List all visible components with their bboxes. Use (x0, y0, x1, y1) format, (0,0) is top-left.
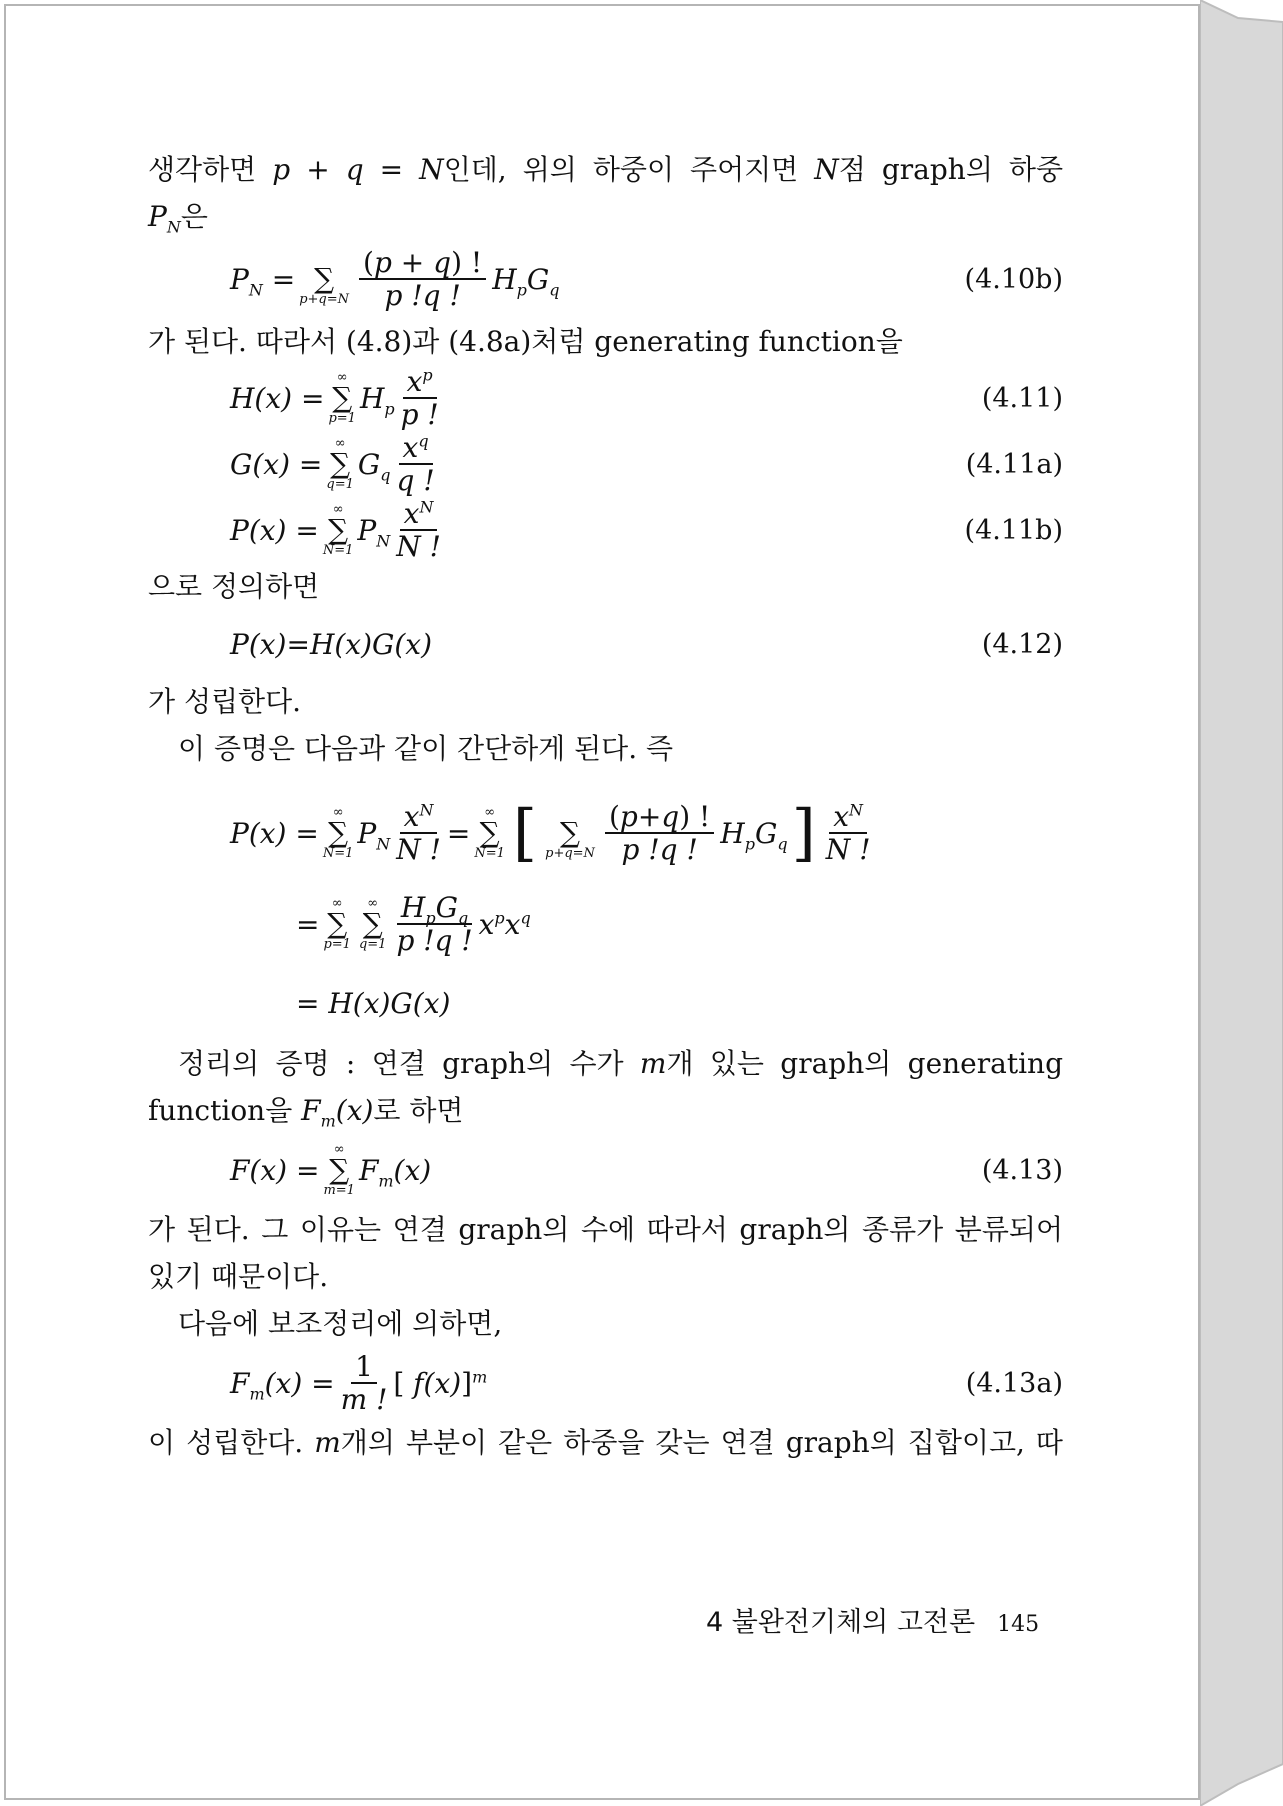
equation-4-11a: G(x) = ∞ ∑ q=1 $G_q$ $\frac{x^q}{q !}$ (4.11a) (230, 430, 1063, 497)
equation-number: (4.13) (981, 1154, 1063, 1186)
equation-number: (4.11b) (964, 514, 1063, 546)
text-line: 으로 정의하면 (148, 570, 320, 603)
book-side-edge (1200, 0, 1283, 1806)
text-line: $P_N$은 (148, 200, 208, 237)
proof-line-1: P(x) = ∞ ∑ N=1 $P_N$ $\frac{x^N}{N !}$ = ∞ ∑ N=1 [ ∑ p+q=N $\frac{(p+q) !}{p !q !}$ $H_pG_q$ ] $\frac{x^N}{N !}$ (230, 796, 871, 869)
book-page (4, 4, 1200, 1800)
page-number: 145 (997, 1612, 1040, 1637)
proof-line-2: = ∞ ∑ p=1 ∞ ∑ q=1 $\frac{H_pG_q}{p !q !}$ $x^px^q$ (296, 890, 531, 957)
text-line: 이 성립한다. m개의 부분이 같은 하중을 갖는 연결 graph의 집합이고, 따 (148, 1426, 1063, 1459)
proof-line-3: = H(x)G(x) (296, 986, 451, 1020)
text-line: 가 된다. 그 이유는 연결 graph의 수에 따라서 graph의 종류가 분류되어 (148, 1213, 1063, 1246)
equation-number: (4.11) (981, 382, 1063, 414)
equation-4-12: P(x)=H(x)G(x) (4.12) (148, 610, 1063, 678)
page-content (148, 146, 1063, 1466)
equation-number: (4.11a) (965, 448, 1063, 480)
running-head: 4 불완전기체의 고전론 (706, 1607, 976, 1638)
equation-4-13a: $F_m(x)$ = $\frac{1}{m !}$ [ f(x)]$^m$ (4.13a) (230, 1349, 1063, 1416)
equation-number: (4.13a) (965, 1367, 1063, 1399)
text-line: 있기 때문이다. (148, 1260, 329, 1293)
text-line: 가 성립한다. (148, 685, 302, 718)
text-line: 생각하면 p + q = N인데, 위의 하중이 주어지면 N점 graph의 하중 (148, 153, 1064, 186)
equation-4-11: H(x) = ∞ ∑ p=1 $H_p$ $\frac{x^p}{p !}$ (4.11) (230, 364, 1063, 431)
page-footer (706, 1600, 1039, 1639)
text-line: function을 $F_m(x)$로 하면 (148, 1094, 464, 1131)
equation-4-10b: $P_N$ = ∑ p+q=N $\frac{(p + q) !}{p !q !}$ $H_pG_q$ (4.10b) (230, 245, 1063, 312)
equation-4-13: F(x) = ∞ ∑ m=1 $F_m(x)$ (4.13) (230, 1142, 1063, 1198)
equation-number: (4.12) (981, 628, 1063, 660)
equation-number: (4.10b) (964, 263, 1063, 295)
equation-4-11b: P(x) = ∞ ∑ N=1 $P_N$ $\frac{x^N}{N !}$ (4.11b) (230, 496, 1063, 563)
text-line: 정리의 증명 : 연결 graph의 수가 m개 있는 graph의 generating (178, 1047, 1063, 1080)
text-line: 가 된다. 따라서 (4.8)과 (4.8a)처럼 generating function을 (148, 325, 903, 358)
text-line: 이 증명은 다음과 같이 간단하게 된다. 즉 (178, 732, 674, 765)
text-line: 다음에 보조정리에 의하면, (178, 1307, 503, 1340)
